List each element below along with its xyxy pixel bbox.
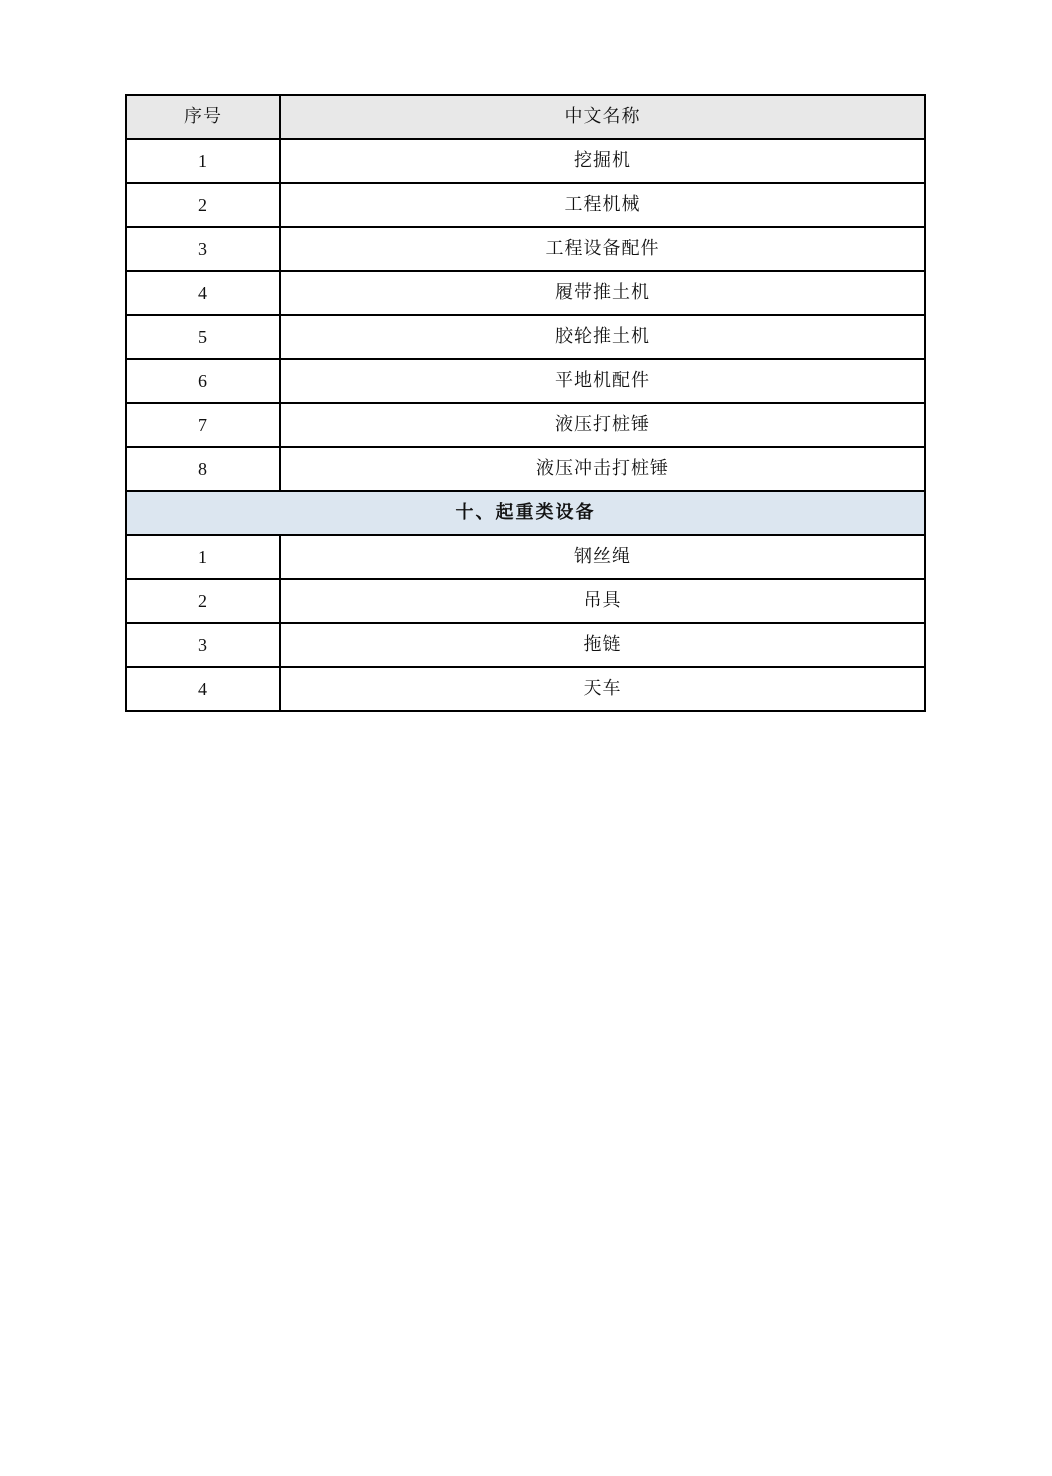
row-number: 4 bbox=[126, 667, 280, 711]
table-row bbox=[126, 315, 925, 359]
row-number: 1 bbox=[126, 139, 280, 183]
row-number: 7 bbox=[126, 403, 280, 447]
table-row bbox=[126, 579, 925, 623]
row-number: 8 bbox=[126, 447, 280, 491]
row-name: 胶轮推土机 bbox=[280, 315, 925, 359]
table-row bbox=[126, 271, 925, 315]
row-name: 挖掘机 bbox=[280, 139, 925, 183]
row-number: 5 bbox=[126, 315, 280, 359]
row-number: 2 bbox=[126, 579, 280, 623]
row-number: 3 bbox=[126, 227, 280, 271]
row-name: 钢丝绳 bbox=[280, 535, 925, 579]
row-name: 履带推土机 bbox=[280, 271, 925, 315]
section-header-row bbox=[126, 491, 925, 535]
row-name: 工程设备配件 bbox=[280, 227, 925, 271]
table-row bbox=[126, 183, 925, 227]
row-name: 天车 bbox=[280, 667, 925, 711]
row-number: 2 bbox=[126, 183, 280, 227]
table-header-row bbox=[126, 95, 925, 139]
row-number: 6 bbox=[126, 359, 280, 403]
table-row bbox=[126, 139, 925, 183]
table-row bbox=[126, 535, 925, 579]
table-row bbox=[126, 447, 925, 491]
table-row bbox=[126, 667, 925, 711]
row-name: 吊具 bbox=[280, 579, 925, 623]
section-title: 十、起重类设备 bbox=[126, 491, 925, 535]
row-number: 4 bbox=[126, 271, 280, 315]
row-name: 拖链 bbox=[280, 623, 925, 667]
header-chinese-name: 中文名称 bbox=[280, 95, 925, 139]
row-name: 工程机械 bbox=[280, 183, 925, 227]
row-name: 平地机配件 bbox=[280, 359, 925, 403]
row-name: 液压冲击打桩锤 bbox=[280, 447, 925, 491]
equipment-table bbox=[125, 94, 926, 712]
table-row bbox=[126, 623, 925, 667]
row-number: 1 bbox=[126, 535, 280, 579]
table-row bbox=[126, 403, 925, 447]
row-number: 3 bbox=[126, 623, 280, 667]
table-row bbox=[126, 359, 925, 403]
table-row bbox=[126, 227, 925, 271]
header-serial-number: 序号 bbox=[126, 95, 280, 139]
row-name: 液压打桩锤 bbox=[280, 403, 925, 447]
